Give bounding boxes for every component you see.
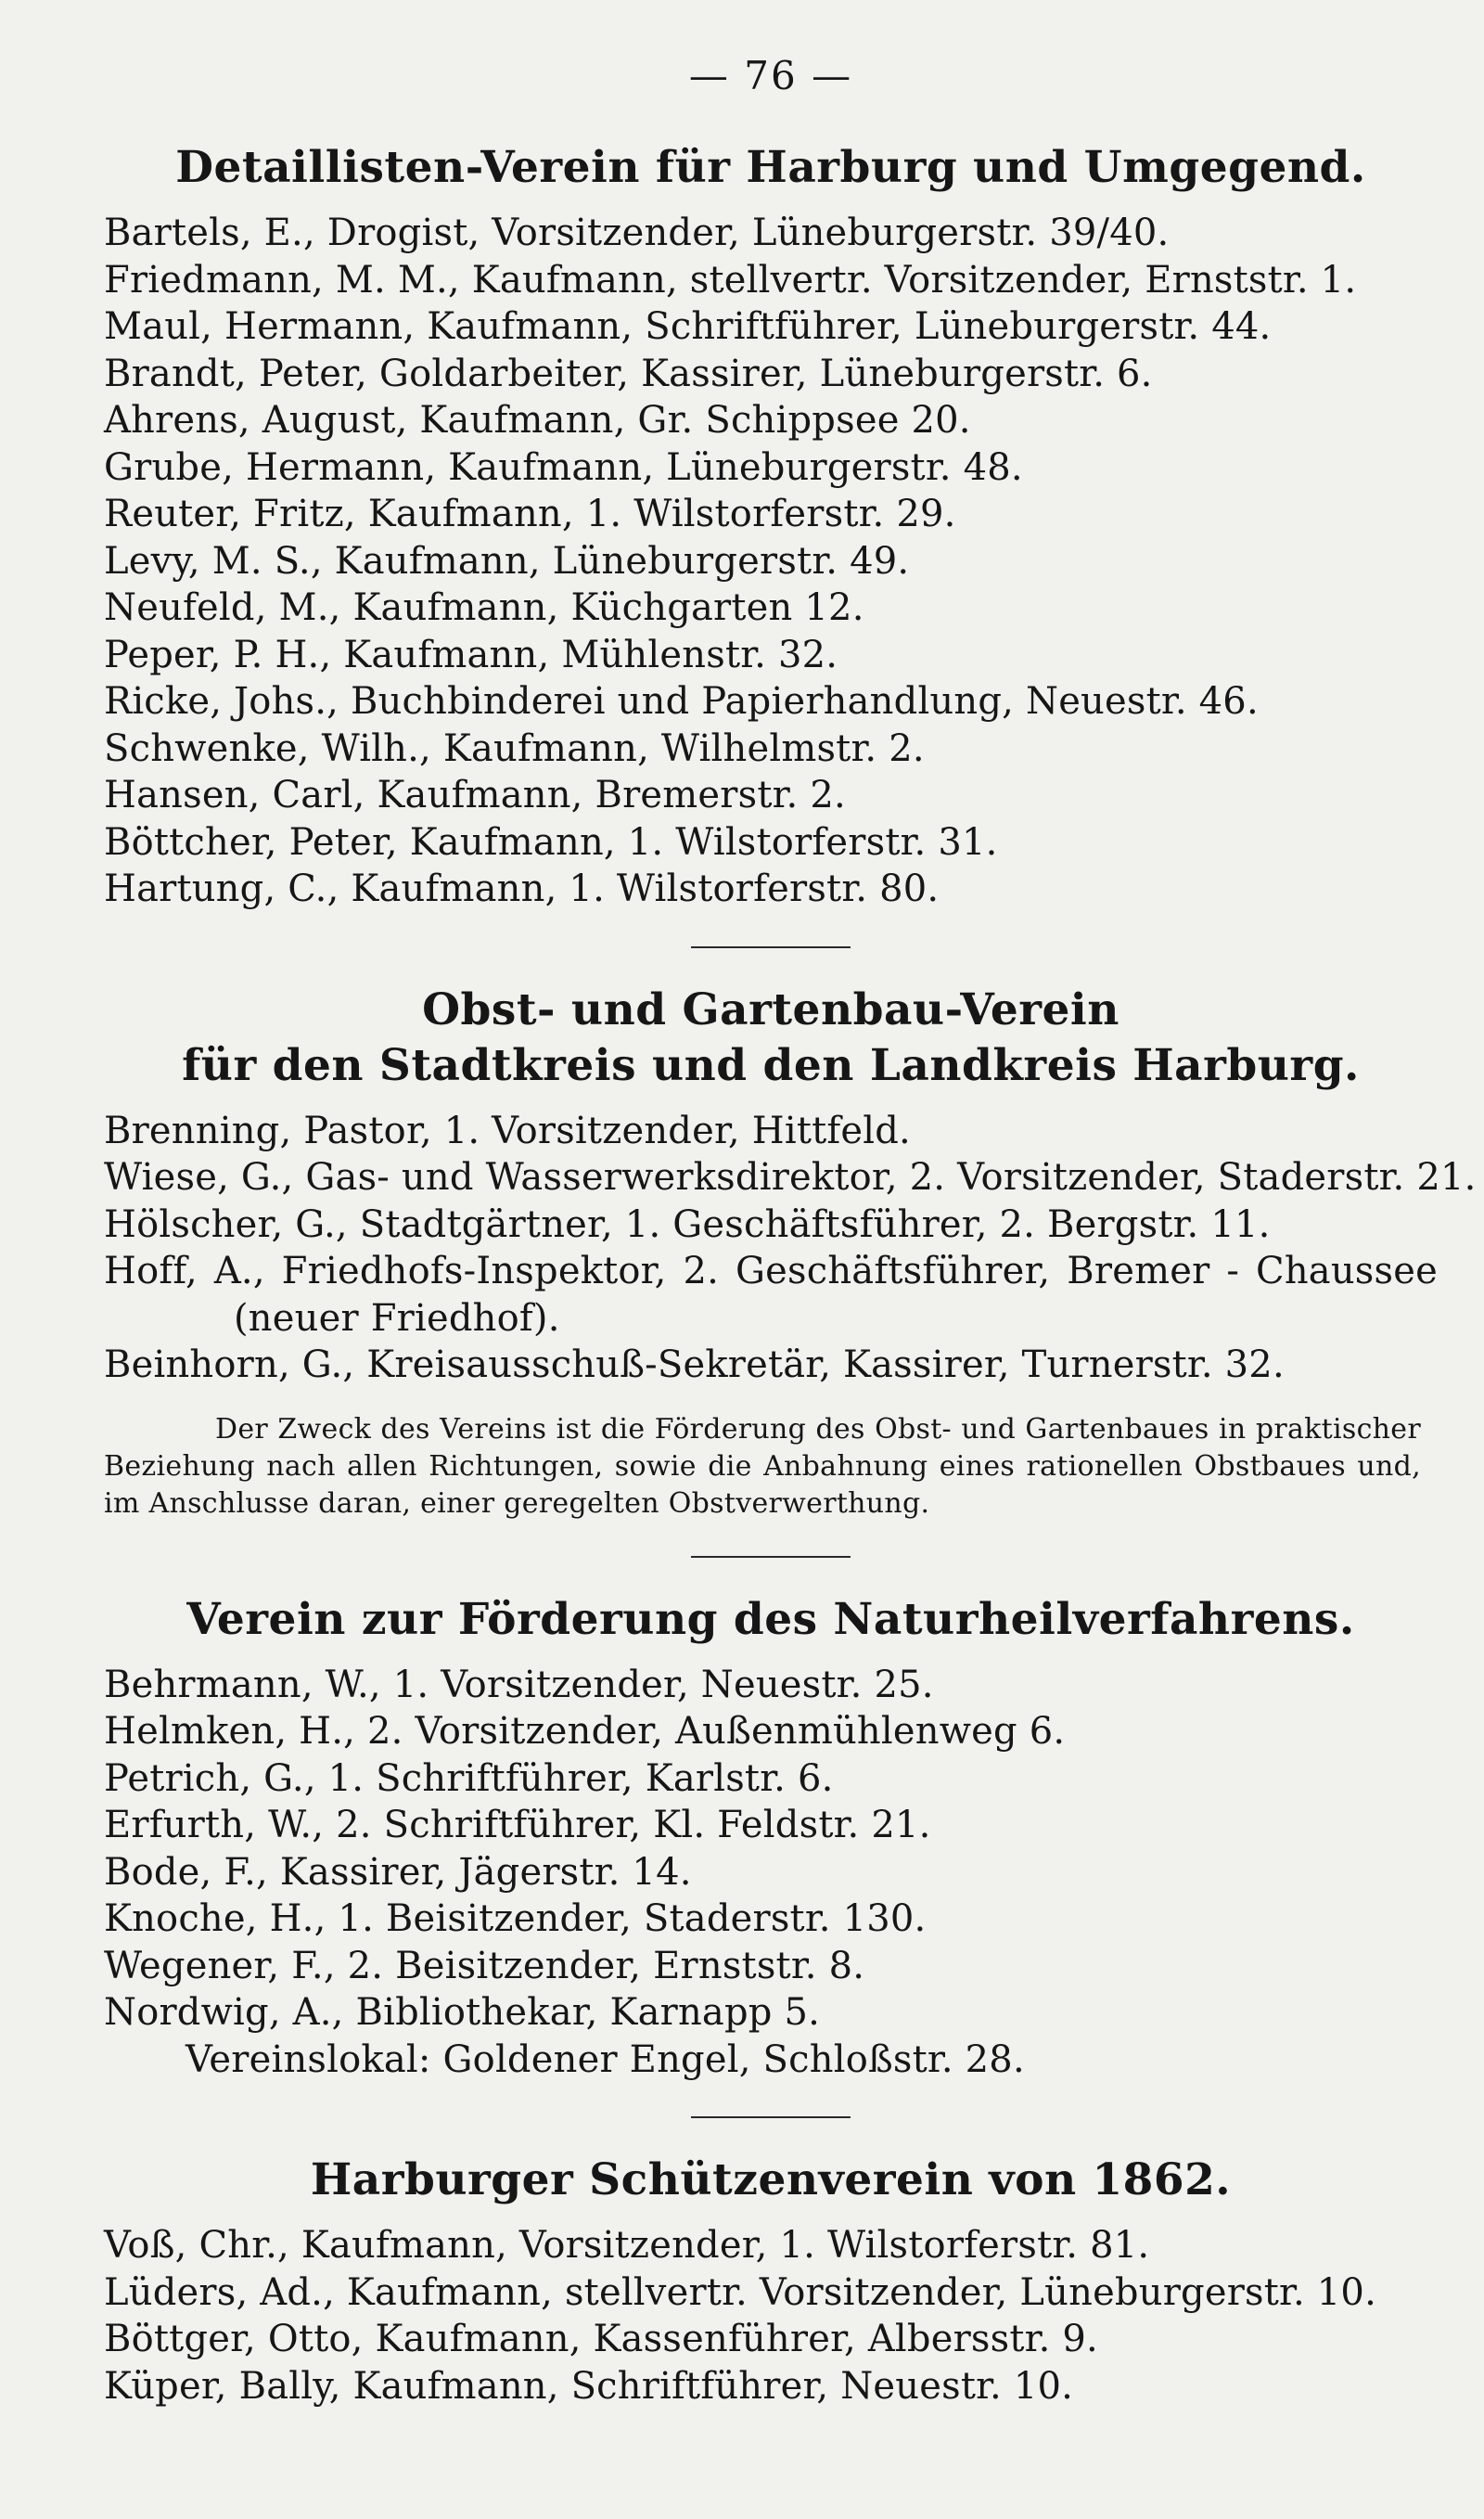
member-entry: Brenning, Pastor, 1. Vorsitzender, Hittfeld. [104,1109,911,1152]
member-entry: Küper, Bally, Kaufmann, Schriftführer, Neuestr. 10. [104,2364,1074,2408]
section-title: Obst- und Gartenbau-Verein [422,983,1119,1035]
member-entry: Bode, F., Kassirer, Jägerstr. 14. [104,1850,692,1894]
member-list [104,2222,1438,2410]
section-schuetzenverein [104,2153,1438,2410]
section-divider [691,1556,851,1558]
member-entry: Levy, M. S., Kaufmann, Lüneburgerstr. 49. [104,539,910,583]
member-list [104,210,1438,913]
member-entry: Hartung, C., Kaufmann, 1. Wilstorferstr. 80. [104,868,940,910]
member-entry: Brandt, Peter, Goldarbeiter, Kassirer, Lüneburgerstr. 6. [104,352,1153,395]
vereinslokal: Vereinslokal: Goldener Engel, Schloßstr. 28. [186,2037,1025,2081]
member-entry: Hoff, A., Friedhofs-Inspektor, 2. Geschäftsführer, Bremer - Chaussee [104,1250,1438,1292]
member-entry: Knoche, H., 1. Beisitzender, Staderstr. 130. [104,1897,927,1940]
member-entry: Erfurth, W., 2. Schriftführer, Kl. Feldstr. 21. [104,1804,931,1846]
member-entry: Maul, Hermann, Kaufmann, Schriftführer, Lüneburgerstr. 44. [104,305,1272,348]
member-entry: Wiese, G., Gas- und Wasserwerksdirektor, 2. Vorsitzender, Staderstr. 21. [104,1156,1477,1199]
member-entry: Voß, Chr., Kaufmann, Vorsitzender, 1. Wilstorferstr. 81. [104,2224,1150,2267]
section-title: Detaillisten-Verein für Harburg und Umgegend. [175,142,1366,193]
member-entry: Beinhorn, G., Kreisausschuß-Sekretär, Kassirer, Turnerstr. 32. [104,1343,1285,1386]
member-entry: Bartels, E., Drogist, Vorsitzender, Lüneburgerstr. 39/40. [104,212,1170,254]
section-naturheilverein [104,1593,1438,2084]
section-obst-gartenbau-verein [104,983,1477,1523]
member-list [104,1662,1438,2084]
page-number: — 76 — [688,53,853,98]
member-entry: Reuter, Fritz, Kaufmann, 1. Wilstorferstr. 29. [104,493,956,535]
member-entry: Petrich, G., 1. Schriftführer, Karlstr. 6. [104,1756,834,1800]
section-detaillisten-verein [104,141,1438,913]
member-entry: Ricke, Johs., Buchbinderei und Papierhandlung, Neuestr. 46. [104,680,1259,723]
section-divider [691,2116,851,2118]
member-entry-continuation: (neuer Friedhof). [234,1296,560,1340]
section-divider [691,946,851,948]
member-entry: Böttger, Otto, Kaufmann, Kassenführer, Albersstr. 9. [104,2318,1098,2360]
member-entry: Grube, Hermann, Kaufmann, Lüneburgerstr. 48. [104,445,1023,489]
member-entry: Schwenke, Wilh., Kaufmann, Wilhelmstr. 2. [104,726,925,770]
purpose-note: Der Zweck des Vereins ist die Förderung des Obst- und Gartenbaues in praktischer Beziehung nach allen Richtungen, sowie die Anbahnung eines rationellen Obstbaues und, im Anschlusse daran, einer geregelten Obstverwerthung. [104,1412,1421,1520]
member-entry: Friedmann, M. M., Kaufmann, stellvertr. Vorsitzender, Ernststr. 1. [104,258,1357,302]
member-entry: Ahrens, August, Kaufmann, Gr. Schippsee 20. [104,399,971,442]
section-title: Verein zur Förderung des Naturheilverfahrens. [186,1593,1355,1645]
member-entry: Nordwig, A., Bibliothekar, Karnapp 5. [104,1991,821,2034]
member-entry: Hölscher, G., Stadtgärtner, 1. Geschäftsführer, 2. Bergstr. 11. [104,1202,1271,1246]
member-entry: Böttcher, Peter, Kaufmann, 1. Wilstorferstr. 31. [104,820,998,864]
member-entry: Lüders, Ad., Kaufmann, stellvertr. Vorsitzender, Lüneburgerstr. 10. [104,2270,1376,2314]
member-entry: Neufeld, M., Kaufmann, Küchgarten 12. [104,586,864,629]
member-entry: Behrmann, W., 1. Vorsitzender, Neuestr. 25. [104,1663,934,1706]
section-subtitle: für den Stadtkreis und den Landkreis Harburg. [182,1039,1360,1091]
member-entry: Peper, P. H., Kaufmann, Mühlenstr. 32. [104,633,838,676]
section-title: Harburger Schützenverein von 1862. [310,2154,1232,2205]
member-entry: Wegener, F., 2. Beisitzender, Ernststr. 8. [104,1944,865,1987]
member-list [104,1108,1477,1389]
member-entry: Helmken, H., 2. Vorsitzender, Außenmühlenweg 6. [104,1710,1066,1753]
member-entry: Hansen, Carl, Kaufmann, Bremerstr. 2. [104,774,846,816]
